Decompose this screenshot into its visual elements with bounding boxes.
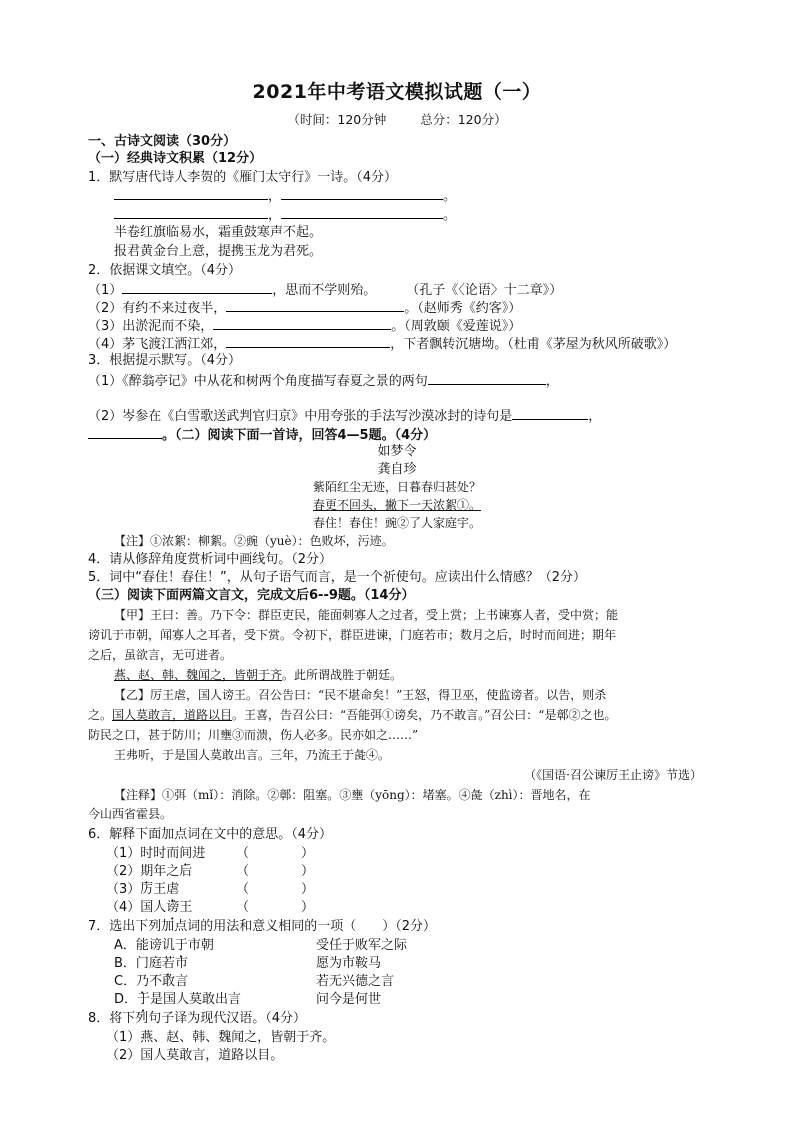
answer-line: ， 。 bbox=[114, 186, 456, 205]
answer-paren[interactable]: （ ） bbox=[236, 864, 315, 879]
answer-blank[interactable] bbox=[122, 280, 272, 294]
exam-info bbox=[0, 111, 794, 128]
q7-option-b[interactable]: B．门庭若市 愿为市鞍马 bbox=[114, 956, 382, 971]
answer-blank[interactable] bbox=[114, 205, 268, 219]
fill-item-3: （3）出淤泥而不染， 。（周敦颐《爱莲说》） bbox=[88, 316, 521, 335]
passage-jia-line: 之后，虽欲言，无可进者。 bbox=[88, 648, 233, 662]
question-6-stem: 6．解释下面加点词在文中的意思。（4分） bbox=[88, 827, 333, 842]
q8-sentence-2: （2）国人莫敢言，道路以目。 bbox=[106, 1048, 284, 1063]
passage-yi-line: 防民之口，甚于防川；川壅③而溃，伤人必多。民亦如之……” bbox=[88, 728, 419, 742]
poem-title: 如梦令 bbox=[377, 444, 417, 459]
answer-blank[interactable] bbox=[428, 371, 546, 385]
answer-blank[interactable] bbox=[88, 425, 162, 439]
q7-option-a[interactable]: A．能谤讥于市朝 受任于败军之际 bbox=[114, 938, 408, 953]
fill-item-3-2-cont: 。（二）阅读下面一首诗，回答4—5题。（4分） bbox=[88, 425, 436, 444]
fill-item-4: （4）茅飞渡江洒江郊， ，下者飘转沉塘坳。（杜甫《茅屋为秋风所破歌》） bbox=[88, 334, 676, 353]
q7-option-d[interactable]: D．于是国人莫敢出言 问今是何世 bbox=[114, 992, 382, 1007]
answer-blank[interactable] bbox=[512, 406, 588, 420]
poem-line: 紫陌红尘无迹，日暮春归甚处？ bbox=[312, 480, 481, 494]
q8-sentence-1: （1）燕、赵、韩、魏闻之，皆朝于齐。 bbox=[106, 1030, 336, 1045]
score-info: 总分：120分） bbox=[420, 112, 507, 127]
poem-line: 报君黄金台上意，提携玉龙为君死。 bbox=[114, 244, 323, 259]
section-heading: 一、古诗文阅读（30分） bbox=[88, 134, 237, 149]
question-4: 4．请从修辞角度赏析词中画线句。（2分） bbox=[88, 552, 333, 567]
answer-blank[interactable] bbox=[281, 186, 443, 200]
passage-note: 【注释】①弭（mǐ）：消除。②鄣：阻塞。③壅（yōng）：堵塞。④彘（zhì）：晋地名，在 bbox=[114, 788, 591, 802]
passage-note: 今山西省霍县。 bbox=[88, 807, 173, 821]
question-5: 5．词中“春住！春住！”，从句子语气而言，是一个祈使句。应读出什么情感？（2分） bbox=[88, 570, 587, 585]
q6-item: （1）时时而间进 （ ） bbox=[106, 846, 315, 861]
passage-jia-line: 燕、赵、韩、魏闻之，皆朝于齐。此所谓战胜于朝廷。 bbox=[114, 668, 403, 682]
q7-option-c[interactable]: C．乃不敢言 若无兴德之言 bbox=[114, 974, 395, 989]
poem-author: 龚自珍 bbox=[377, 462, 417, 477]
fill-item-3-2: （2）岑参在《白雪歌送武判官归京》中用夸张的手法写沙漠冰封的诗句是 ， bbox=[88, 406, 601, 425]
passage-yi-line: 王弗听，于是国人莫敢出言。三年，乃流王于彘④。 bbox=[114, 748, 391, 762]
passage-jia-line: 谤讥于市朝，闻寡人之耳者，受下赏。令初下，群臣进谏，门庭若市；数月之后，时时而间进；期年 bbox=[88, 628, 617, 642]
question-3-stem: 3．根据提示默写。（4分） bbox=[88, 353, 242, 368]
answer-blank[interactable] bbox=[114, 186, 268, 200]
poem-line-underlined: 春更不回头，撇下一天浓絮①。 bbox=[312, 498, 481, 512]
q6-item: （3）厉王虐 （ ） bbox=[106, 882, 315, 897]
page-title: 2021年中考语文模拟试题（一） bbox=[252, 81, 542, 103]
passage-yi-line: 【乙】厉王虐，国人谤王。召公告曰：“民不堪命矣！”王怒，得卫巫，使监谤者。以告，则杀 bbox=[114, 688, 607, 702]
q6-item: （4）国人谤王 （ ） bbox=[106, 900, 315, 915]
passage-jia-line: 【甲】王曰：善。乃下令：群臣吏民，能面刺寡人之过者，受上赏；上书谏寡人者，受中赏；能 bbox=[114, 608, 619, 622]
q6-item: （2）期年之后 （ ） bbox=[106, 864, 315, 879]
question-7-stem: 7．选出下列加点词的用法和意义相同的一项（ ）（2分） bbox=[88, 919, 437, 934]
answer-paren[interactable]: （ ） bbox=[236, 900, 315, 915]
fill-item-1: （1） ，思而不学则殆。 （孔子《〈论语〉十二章》） bbox=[88, 280, 562, 299]
answer-blank[interactable] bbox=[226, 334, 390, 348]
passage-source: （《国语·召公谏厉王止谤》节选） bbox=[524, 768, 702, 782]
poem-note: 【注】①浓絮：柳絮。②豌（yuè）：色败坏，污迹。 bbox=[114, 534, 394, 548]
fill-item-2: （2）有约不来过夜半， 。（赵师秀《约客》） bbox=[88, 298, 521, 317]
answer-paren[interactable]: （ ） bbox=[236, 882, 315, 897]
answer-blank[interactable] bbox=[226, 298, 404, 312]
question-1-stem: 1．默写唐代诗人李贺的《雁门太守行》一诗。（4分） bbox=[88, 170, 398, 185]
poem-line: 半卷红旗临易水，霜重鼓寒声不起。 bbox=[114, 225, 323, 240]
fill-item-3-1: （1）《醉翁亭记》中从花和树两个角度描写春夏之景的两句 ， bbox=[88, 371, 559, 390]
time-info: （时间：120分钟 bbox=[287, 112, 387, 127]
question-2-stem: 2．依据课文填空。（4分） bbox=[88, 263, 242, 278]
answer-paren[interactable]: （ ） bbox=[236, 846, 315, 861]
subsection-heading-3: （三）阅读下面两篇文言文，完成文后6--9题。（14分） bbox=[88, 588, 415, 603]
answer-blank[interactable] bbox=[281, 205, 443, 219]
answer-blank[interactable] bbox=[213, 316, 391, 330]
question-8-stem: 8．将下列句子译为现代汉语。（4分） bbox=[88, 1011, 307, 1026]
passage-yi-line: 之。国人莫敢言，道路以目。王喜，告召公曰：“吾能弭①谤矣，乃不敢言。”召公曰：“是鄣②之也。 bbox=[88, 708, 617, 722]
answer-line: ， 。 bbox=[114, 205, 456, 224]
poem-line: 春住！春住！豌②了人家庭宇。 bbox=[312, 516, 481, 530]
subsection-heading: （一）经典诗文积累（12分） bbox=[88, 151, 263, 166]
